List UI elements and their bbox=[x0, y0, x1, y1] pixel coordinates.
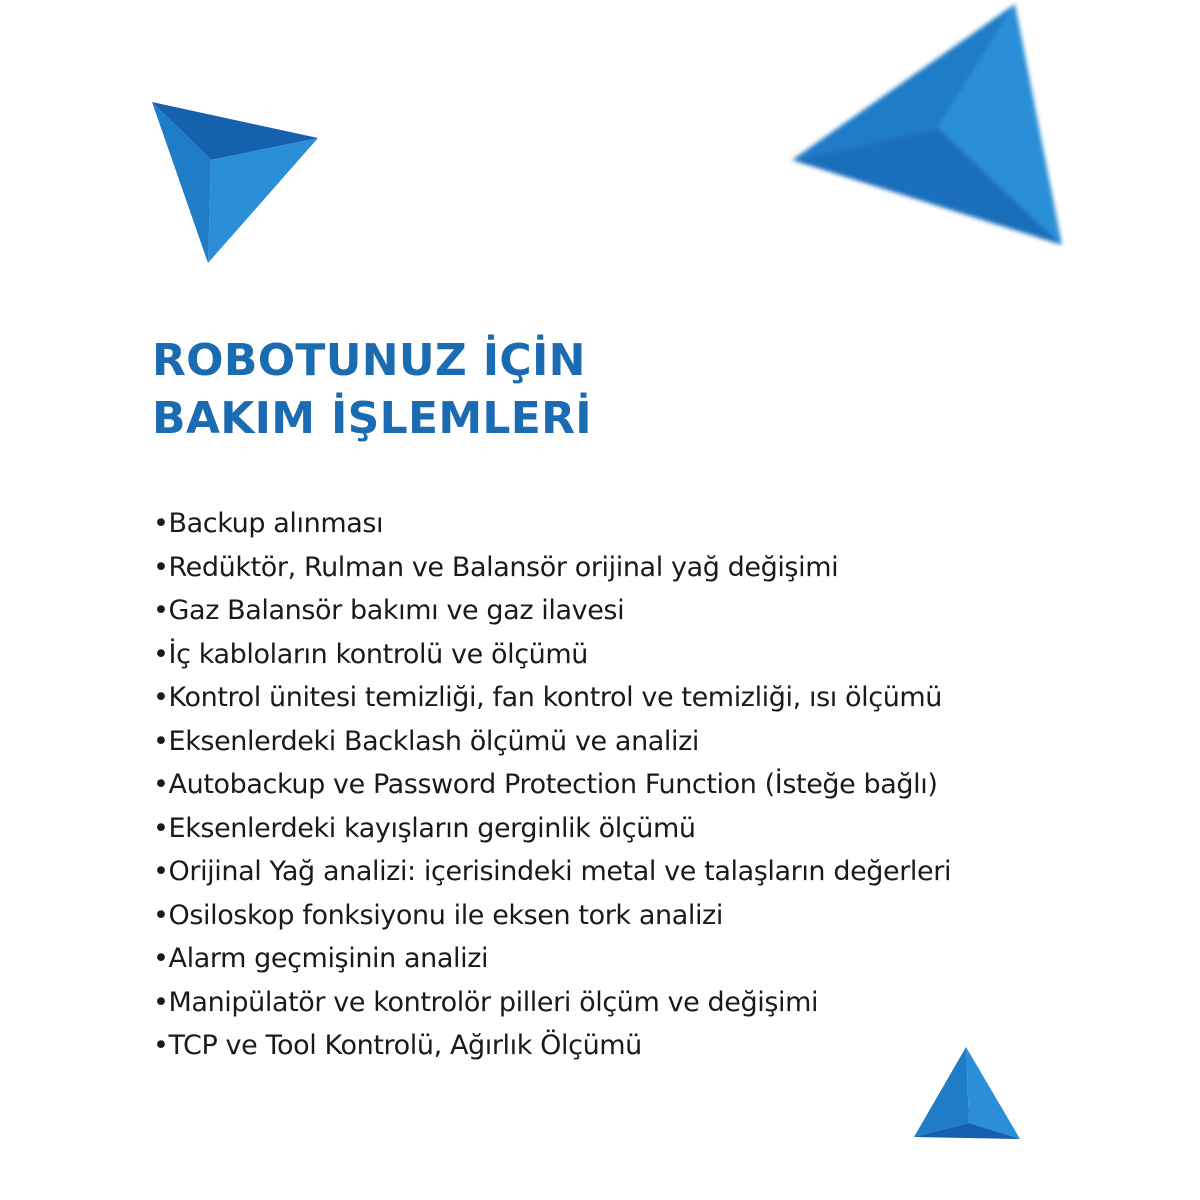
list-item bbox=[153, 676, 951, 720]
list-item-text: Backup alınması bbox=[168, 508, 384, 539]
list-item-text: Gaz Balansör bakımı ve gaz ilavesi bbox=[168, 595, 625, 626]
bullet: • bbox=[153, 682, 169, 713]
bullet: • bbox=[153, 551, 169, 583]
bullet: • bbox=[153, 812, 169, 844]
list-item bbox=[153, 1024, 951, 1068]
bullet: • bbox=[153, 899, 169, 931]
bullet: • bbox=[153, 638, 169, 670]
list-item-text: Orijinal Yağ analizi: içerisindeki metal ve talaşların değerleri bbox=[168, 856, 952, 887]
list-item bbox=[153, 589, 951, 633]
list-item bbox=[153, 763, 951, 807]
title-line-1: ROBOTUNUZ İÇİN bbox=[152, 335, 586, 386]
title-line-2: BAKIM İŞLEMLERİ bbox=[152, 393, 592, 444]
list-item bbox=[153, 937, 951, 981]
list-item bbox=[153, 502, 951, 546]
list-item bbox=[153, 981, 951, 1025]
bullet: • bbox=[153, 943, 169, 974]
bullet: • bbox=[153, 725, 169, 757]
list-item-text: Kontrol ünitesi temizliği, fan kontrol ve temizliği, ısı ölçümü bbox=[168, 682, 943, 713]
list-item-text: İç kabloların kontrolü ve ölçümü bbox=[168, 638, 589, 670]
bullet: • bbox=[153, 769, 169, 800]
list-item bbox=[153, 850, 951, 894]
bullet: • bbox=[153, 1030, 169, 1061]
page-title bbox=[152, 332, 592, 448]
list-item-text: Manipülatör ve kontrolör pilleri ölçüm ve değişimi bbox=[168, 986, 819, 1018]
list-item-text: Redüktör, Rulman ve Balansör orijinal yağ değişimi bbox=[168, 551, 839, 583]
bullet: • bbox=[153, 856, 169, 887]
list-item-text: Osiloskop fonksiyonu ile eksen tork analizi bbox=[168, 899, 723, 931]
bullet: • bbox=[153, 986, 169, 1018]
list-item bbox=[153, 720, 951, 764]
bullet: • bbox=[153, 595, 169, 626]
triangle-decoration-top-right bbox=[786, 0, 1066, 250]
list-item-text: TCP ve Tool Kontrolü, Ağırlık Ölçümü bbox=[168, 1030, 642, 1061]
maintenance-list bbox=[153, 502, 951, 1068]
list-item-text: Eksenlerdeki kayışların gerginlik ölçümü bbox=[168, 812, 696, 844]
list-item bbox=[153, 633, 951, 677]
list-item-text: Autobackup ve Password Protection Function (İsteğe bağlı) bbox=[168, 769, 938, 800]
list-item bbox=[153, 546, 951, 590]
triangle-decoration-top-left bbox=[150, 100, 320, 265]
list-item-text: Alarm geçmişinin analizi bbox=[168, 943, 489, 974]
list-item bbox=[153, 807, 951, 851]
list-item bbox=[153, 894, 951, 938]
list-item-text: Eksenlerdeki Backlash ölçümü ve analizi bbox=[168, 725, 700, 757]
bullet: • bbox=[153, 508, 169, 539]
